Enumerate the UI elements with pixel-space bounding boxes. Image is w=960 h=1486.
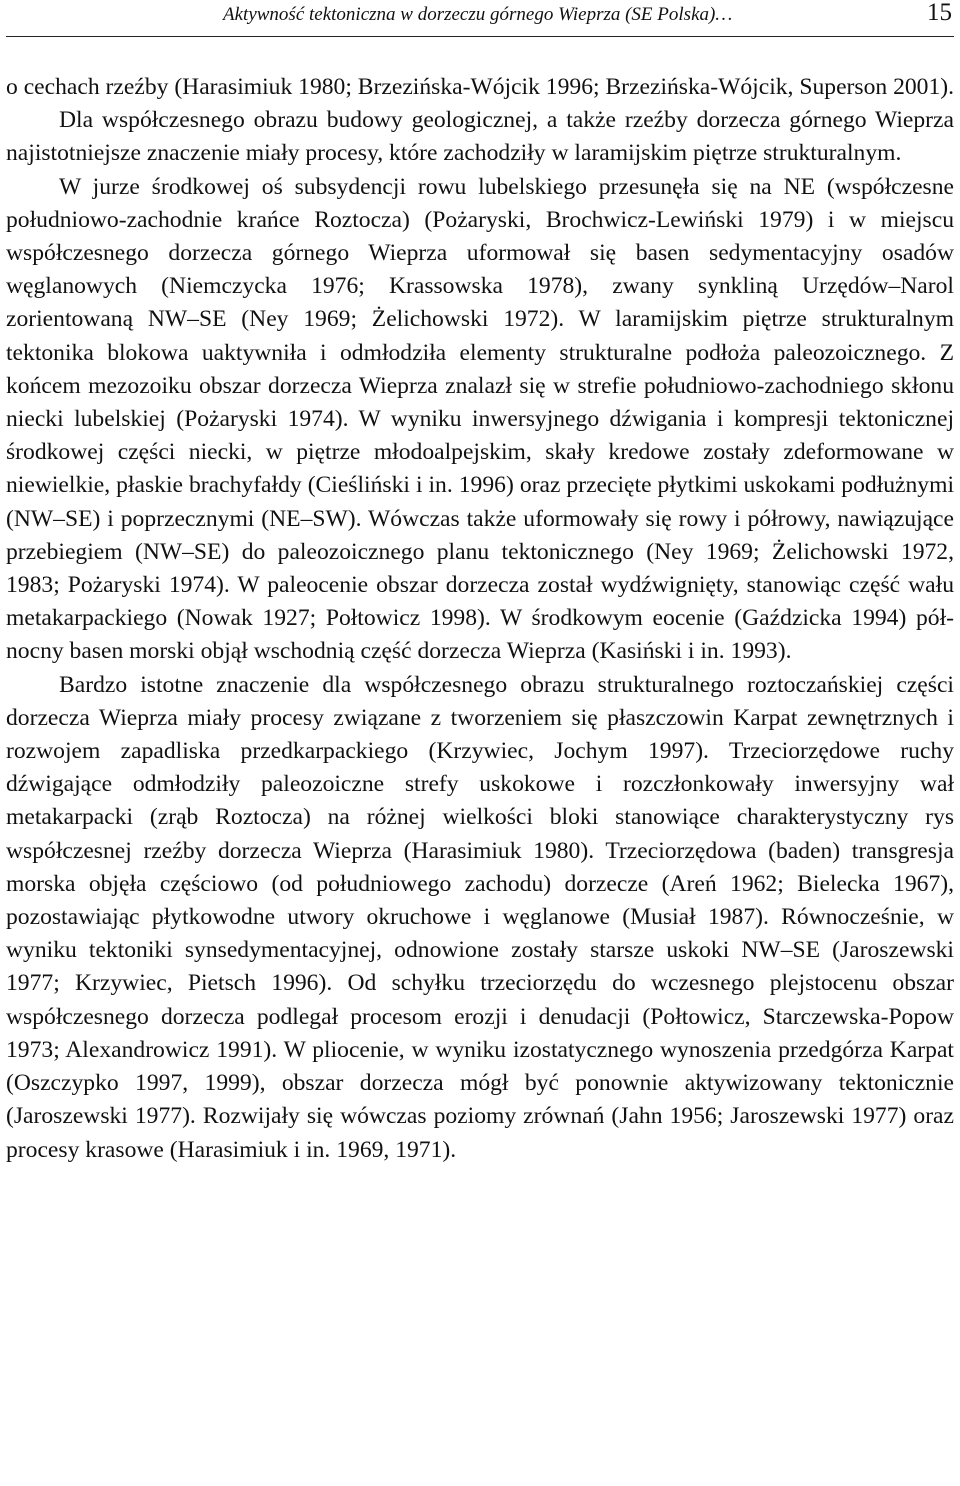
paragraph: Dla współczesnego obrazu budowy geologicznej, a także rzeźby dorzecza górnego Wieprza najistotniejsze znaczenie miały procesy, które zachodziły w laramijskim piętrze strukturalnym.: [6, 107, 954, 167]
body-text: [6, 71, 954, 1167]
document-page: [6, 0, 954, 1486]
running-header: [6, 0, 954, 37]
paragraph: Bardzo istotne znaczenie dla współczesnego obrazu strukturalnego roztoczańskiej części dorzecza Wieprza miały procesy związane z tworzeniem się płaszczowin Karpat zewnętrznych i rozwojem zapadliska przedkarpackiego (Krzywiec, Jochym 1997). Trzeciorzędowe ruchy dźwigające odmłodziły paleozoiczne strefy uskokowe i rozczłonkowały inwersyjny wał metakarpacki (zrąb Roztocza) na różnej wielkości bloki stanowiące charakterystyczny rys współczesnej rzeźby dorzecza Wieprza (Harasimiuk 1980). Trzeciorzędowa (baden) transgresja morska objęła częściowo (od południowego zachodu) dorzecze (Areń 1962; Bielecka 1967), pozostawiając płytkowodne utwory okruchowe i węglanowe (Musiał 1987). Równocześnie, w wyniku tektoniki synsedymentacyjnej, odnowione zostały starsze uskoki NW–SE (Jaroszewski 1977; Krzywiec, Pietsch 1996). Od schyłku trzeciorzędu do wczesnego plejstocenu obszar współczesnego dorzecza podlegał procesom erozji i denudacji (Połtowicz, Starczewska-Popow 1973; Alexandrowicz 1991). W pliocenie, w wyniku izostatycznego wynoszenia przedgórza Karpat (Oszczypko 1997, 1999), obszar dorzecza mógł być ponownie aktywizowany tektonicznie (Jaroszewski 1977). Rozwijały się wówczas poziomy zrównań (Jahn 1956; Jaroszewski 1977) oraz procesy krasowe (Harasimiuk i in. 1969, 1971).: [6, 671, 954, 1163]
running-title: Aktywność tektoniczna w dorzeczu górnego Wieprza (SE Polska)…: [223, 4, 733, 25]
paragraph-continued: o cechach rzeźby (Harasimiuk 1980; Brzezińska-Wójcik 1996; Brzezińska-Wójcik, Superson 2001).: [6, 74, 955, 100]
page-number: 15: [927, 0, 952, 26]
paragraph: W jurze środkowej oś subsydencji rowu lubelskiego przesunęła się na NE (współczesne południowo-zachodnie krańce Roztocza) (Pożaryski, Brochwicz-Lewiński 1979) i w miejscu współczesnego dorzecza górnego Wieprza uformował się basen sedymentacyjny osadów węglanowych (Niemczycka 1976; Krassowska 1978), zwany synkliną Urzędów–Narol zorientowaną NW–SE (Ney 1969; Żelichowski 1972). W laramijskim piętrze strukturalnym tektonika blokowa uaktywniła i odmłodziła elementy strukturalne podłoża paleozoicznego. Z końcem mezozoiku obszar dorzecza Wieprza znalazł się w strefie południowo-zachodniego skłonu niecki lubelskiej (Pożaryski 1974). W wyniku inwersyjnego dźwigania i kompresji tektonicznej środkowej części niecki, w piętrze młodoalpejskim, skały kredowe zostały zdeformowane w niewielkie, płaskie brachyfałdy (Cieśliński i in. 1996) oraz przecięte płytkimi uskokami podłużnymi (NW–SE) i poprzecznymi (NE–SW). Wówczas także uformowały się rowy i półrowy, nawiązujące przebiegiem (NW–SE) do paleozoicznego planu tektonicznego (Ney 1969; Żelichowski 1972, 1983; Pożaryski 1974). W paleocenie obszar dorzecza został wydźwignięty, stanowiąc część wału metakarpackiego (Nowak 1927; Połtowicz 1998). W środkowym eocenie (Gaździcka 1994) północny basen morski objął wschodnią część dorzecza Wieprza (Kasiński i in. 1993).: [6, 173, 954, 665]
